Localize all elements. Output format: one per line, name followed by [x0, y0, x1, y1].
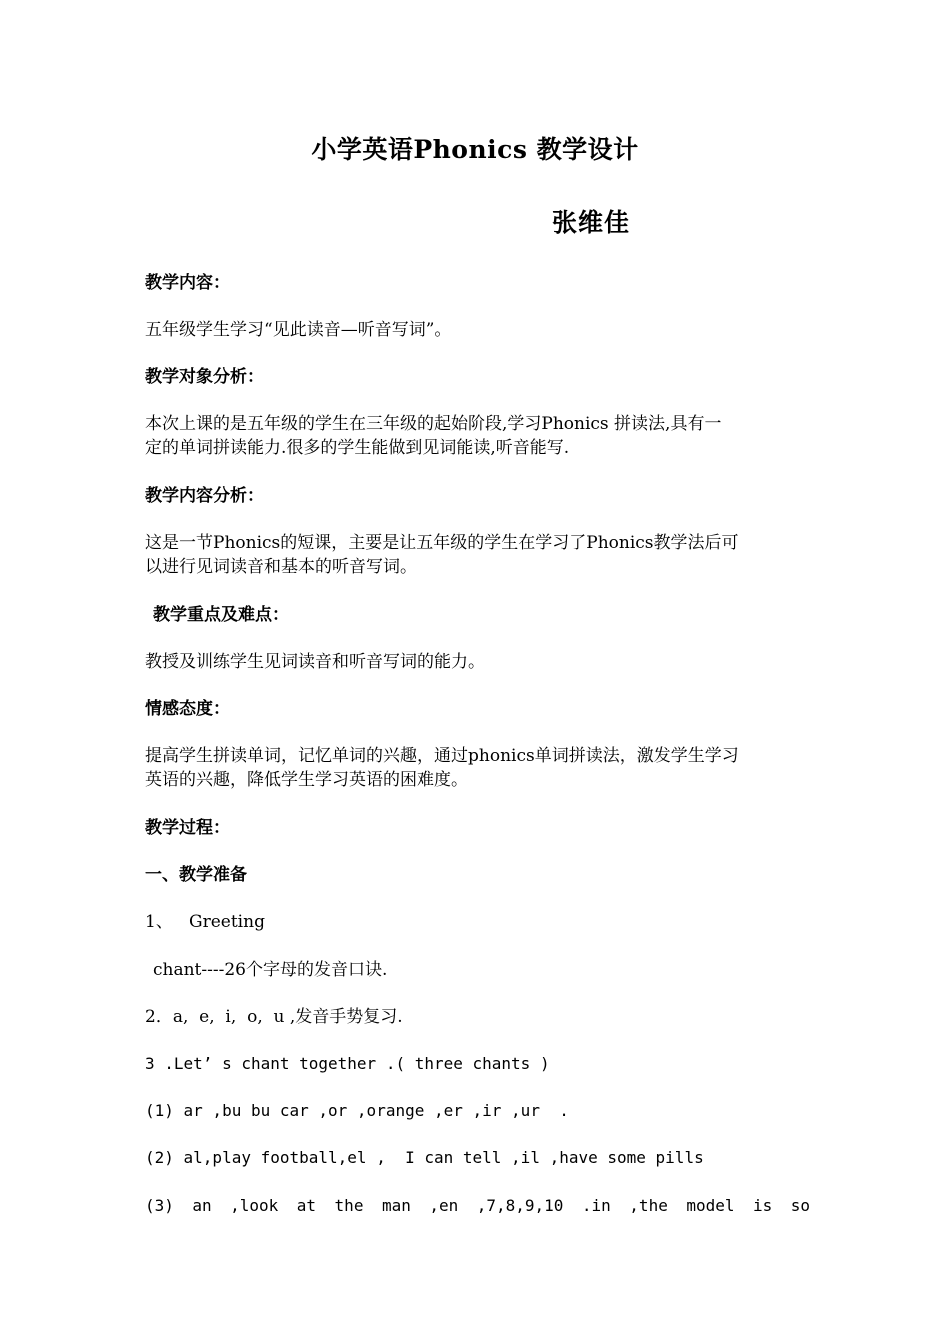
- heading-teaching-preparation: 一、教学准备: [145, 865, 247, 885]
- heading-focus-difficulty: 教学重点及难点：: [153, 605, 289, 625]
- step-chant-together: 3 .Let’ s chant together .( three chants ): [145, 1054, 550, 1073]
- chant-word: an: [192, 1196, 212, 1215]
- paragraph-emotion-attitude: [145, 744, 810, 792]
- paragraph-line: 英语的兴趣，降低学生学习英语的困难度。: [145, 770, 468, 790]
- heading-teaching-process: 教学过程：: [145, 818, 230, 838]
- chant-word: (3): [145, 1196, 174, 1215]
- chant-word: man: [381, 1196, 411, 1215]
- heading-emotion-attitude: 情感态度：: [145, 699, 230, 719]
- step-greeting: 1、 Greeting: [145, 912, 265, 932]
- text-teaching-content: 五年级学生学习“见此读音—听音写词”。: [145, 320, 452, 340]
- heading-teaching-content: 教学内容：: [145, 273, 230, 293]
- chant-line-2: (2) al,play football,el , I can tell ,il ,have some pills: [145, 1148, 704, 1167]
- chant-word: at: [296, 1196, 317, 1215]
- chant-word: is: [752, 1196, 773, 1215]
- step-vowel-review: 2．a, e, i, o, u ,发音手势复习.: [145, 1007, 403, 1027]
- chant-word: ,the: [629, 1196, 668, 1215]
- paragraph-audience-analysis: [145, 412, 810, 460]
- chant-line-1: (1) ar ,bu bu car ,or ,orange ,er ,ir ,ur .: [145, 1101, 569, 1120]
- text-focus-difficulty: 教授及训练学生见词读音和听音写词的能力。: [145, 652, 485, 672]
- heading-audience-analysis: 教学对象分析：: [145, 367, 264, 387]
- document-title: 小学英语Phonics 教学设计: [311, 135, 639, 164]
- chant-word: ,7,8,9,10: [476, 1196, 564, 1215]
- chant-line-3: [145, 1194, 810, 1218]
- paragraph-line: 提高学生拼读单词，记忆单词的兴趣，通过phonics单词拼读法，激发学生学习: [145, 746, 739, 766]
- step-greeting-chant: chant----26个字母的发音口诀.: [153, 960, 388, 980]
- chant-word: .in: [581, 1196, 611, 1215]
- paragraph-line: 这是一节Phonics的短课，主要是让五年级的学生在学习了Phonics教学法后可: [145, 533, 739, 553]
- author-name: 张维佳: [552, 208, 631, 237]
- chant-word: the: [334, 1196, 364, 1215]
- paragraph-line: 定的单词拼读能力.很多的学生能做到见词能读,听音能写.: [145, 438, 570, 458]
- chant-word: ,look: [230, 1196, 279, 1215]
- chant-word: ,en: [429, 1196, 459, 1215]
- paragraph-line: 本次上课的是五年级的学生在三年级的起始阶段,学习Phonics 拼读法,具有一: [145, 414, 722, 434]
- chant-word: so: [790, 1196, 810, 1215]
- paragraph-line: 以进行见词读音和基本的听音写词。: [145, 557, 417, 577]
- paragraph-content-analysis: [145, 531, 810, 579]
- heading-content-analysis: 教学内容分析：: [145, 486, 264, 506]
- chant-word: model: [686, 1196, 735, 1215]
